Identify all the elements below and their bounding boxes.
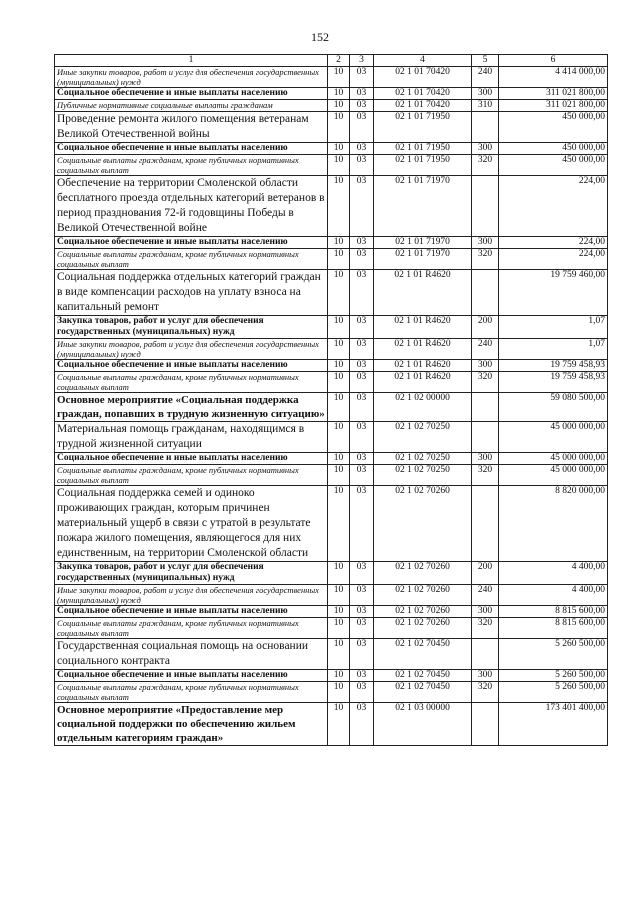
row-name: Закупка товаров, работ и услуг для обеспечения государственных (муниципальных) нужд	[55, 316, 328, 339]
row-target-article: 02 1 02 70250	[374, 422, 472, 453]
row-expense-type: 320	[472, 249, 499, 270]
row-amount: 8 815 600,00	[499, 618, 608, 639]
row-expense-type: 240	[472, 585, 499, 606]
row-expense-type: 300	[472, 88, 499, 100]
row-name: Социальные выплаты гражданам, кроме публичных нормативных социальных выплат	[55, 372, 328, 393]
table-row	[55, 112, 608, 143]
header-cell-expense-type: 5	[472, 55, 499, 67]
row-subsection: 03	[350, 562, 374, 585]
row-amount: 8 815 600,00	[499, 606, 608, 618]
row-expense-type: 300	[472, 670, 499, 682]
row-name: Основное мероприятие «Предоставление мер социальной поддержки по обеспечению жильем отдельным категориям граждан»	[55, 703, 328, 746]
row-expense-type: 300	[472, 143, 499, 155]
row-target-article: 02 1 01 R4620	[374, 270, 472, 316]
row-expense-type: 320	[472, 618, 499, 639]
row-target-article: 02 1 02 70450	[374, 682, 472, 703]
table-row	[55, 670, 608, 682]
row-expense-type	[472, 270, 499, 316]
row-amount: 19 759 460,00	[499, 270, 608, 316]
table-row	[55, 393, 608, 422]
row-amount: 173 401 400,00	[499, 703, 608, 746]
table-row	[55, 372, 608, 393]
row-name: Социальные выплаты гражданам, кроме публичных нормативных социальных выплат	[55, 249, 328, 270]
row-name: Социальное обеспечение и иные выплаты населению	[55, 606, 328, 618]
row-name: Социальное обеспечение и иные выплаты населению	[55, 360, 328, 372]
row-expense-type	[472, 422, 499, 453]
row-expense-type: 240	[472, 67, 499, 88]
table-row	[55, 360, 608, 372]
header-cell-subsection: 3	[350, 55, 374, 67]
row-amount: 19 759 458,93	[499, 372, 608, 393]
row-section: 10	[328, 143, 350, 155]
row-target-article: 02 1 02 70260	[374, 562, 472, 585]
row-subsection: 03	[350, 486, 374, 562]
row-amount: 311 021 800,00	[499, 88, 608, 100]
row-expense-type: 200	[472, 562, 499, 585]
table-row	[55, 422, 608, 453]
row-subsection: 03	[350, 639, 374, 670]
row-expense-type: 320	[472, 372, 499, 393]
row-amount: 450 000,00	[499, 112, 608, 143]
row-expense-type: 300	[472, 237, 499, 249]
row-section: 10	[328, 112, 350, 143]
row-name: Проведение ремонта жилого помещения ветеранам Великой Отечественной войны	[55, 112, 328, 143]
row-target-article: 02 1 02 70260	[374, 618, 472, 639]
row-expense-type	[472, 486, 499, 562]
row-amount: 5 260 500,00	[499, 670, 608, 682]
row-expense-type	[472, 176, 499, 237]
row-amount: 224,00	[499, 249, 608, 270]
row-expense-type	[472, 393, 499, 422]
row-amount: 4 400,00	[499, 585, 608, 606]
row-section: 10	[328, 100, 350, 112]
row-target-article: 02 1 01 70420	[374, 100, 472, 112]
row-name: Социальное обеспечение и иные выплаты населению	[55, 453, 328, 465]
row-name: Социальные выплаты гражданам, кроме публичных нормативных социальных выплат	[55, 465, 328, 486]
row-expense-type	[472, 112, 499, 143]
row-name: Иные закупки товаров, работ и услуг для обеспечения государственных (муниципальных) нужд	[55, 339, 328, 360]
row-target-article: 02 1 01 R4620	[374, 339, 472, 360]
row-amount: 450 000,00	[499, 155, 608, 176]
row-expense-type: 300	[472, 606, 499, 618]
row-section: 10	[328, 339, 350, 360]
row-name: Социальные выплаты гражданам, кроме публичных нормативных социальных выплат	[55, 682, 328, 703]
row-subsection: 03	[350, 703, 374, 746]
table-row	[55, 562, 608, 585]
row-section: 10	[328, 639, 350, 670]
row-amount: 224,00	[499, 176, 608, 237]
row-target-article: 02 1 02 70450	[374, 639, 472, 670]
row-amount: 1,07	[499, 339, 608, 360]
row-amount: 45 000 000,00	[499, 465, 608, 486]
row-subsection: 03	[350, 465, 374, 486]
row-subsection: 03	[350, 100, 374, 112]
row-subsection: 03	[350, 339, 374, 360]
row-name: Государственная социальная помощь на основании социального контракта	[55, 639, 328, 670]
row-section: 10	[328, 316, 350, 339]
row-expense-type	[472, 639, 499, 670]
table-header-row	[55, 55, 608, 67]
row-subsection: 03	[350, 237, 374, 249]
header-cell-target-article: 4	[374, 55, 472, 67]
row-name: Социальные выплаты гражданам, кроме публичных нормативных социальных выплат	[55, 155, 328, 176]
row-expense-type: 200	[472, 316, 499, 339]
row-subsection: 03	[350, 88, 374, 100]
table-row	[55, 88, 608, 100]
row-amount: 4 400,00	[499, 562, 608, 585]
row-target-article: 02 1 01 R4620	[374, 316, 472, 339]
row-target-article: 02 1 01 71950	[374, 143, 472, 155]
table-row	[55, 703, 608, 746]
row-expense-type	[472, 703, 499, 746]
row-section: 10	[328, 585, 350, 606]
row-subsection: 03	[350, 155, 374, 176]
row-target-article: 02 1 01 R4620	[374, 372, 472, 393]
row-section: 10	[328, 393, 350, 422]
row-target-article: 02 1 02 70250	[374, 453, 472, 465]
row-subsection: 03	[350, 112, 374, 143]
row-amount: 1,07	[499, 316, 608, 339]
header-cell-section: 2	[328, 55, 350, 67]
table-row	[55, 270, 608, 316]
row-subsection: 03	[350, 422, 374, 453]
row-target-article: 02 1 01 71970	[374, 237, 472, 249]
row-subsection: 03	[350, 682, 374, 703]
row-name: Социальное обеспечение и иные выплаты населению	[55, 670, 328, 682]
row-target-article: 02 1 02 70260	[374, 606, 472, 618]
row-section: 10	[328, 618, 350, 639]
row-target-article: 02 1 01 70420	[374, 88, 472, 100]
row-subsection: 03	[350, 585, 374, 606]
row-expense-type: 240	[472, 339, 499, 360]
row-subsection: 03	[350, 270, 374, 316]
row-target-article: 02 1 01 71950	[374, 155, 472, 176]
row-target-article: 02 1 02 70260	[374, 585, 472, 606]
row-subsection: 03	[350, 143, 374, 155]
row-subsection: 03	[350, 316, 374, 339]
row-target-article: 02 1 02 70260	[374, 486, 472, 562]
row-expense-type: 300	[472, 360, 499, 372]
row-name: Материальная помощь гражданам, находящимся в трудной жизненной ситуации	[55, 422, 328, 453]
row-name: Обеспечение на территории Смоленской области бесплатного проезда отдельных категорий ветеранов в период празднования 72-й годовщины Победы в Великой Отечественной войне	[55, 176, 328, 237]
row-amount: 59 080 500,00	[499, 393, 608, 422]
row-subsection: 03	[350, 372, 374, 393]
row-section: 10	[328, 88, 350, 100]
row-expense-type: 320	[472, 155, 499, 176]
row-name: Социальная поддержка отдельных категорий граждан в виде компенсации расходов на уплату взноса на капитальный ремонт	[55, 270, 328, 316]
row-section: 10	[328, 453, 350, 465]
row-target-article: 02 1 01 71950	[374, 112, 472, 143]
row-subsection: 03	[350, 67, 374, 88]
table-row	[55, 143, 608, 155]
row-amount: 4 414 000,00	[499, 67, 608, 88]
row-name: Публичные нормативные социальные выплаты гражданам	[55, 100, 328, 112]
row-target-article: 02 1 01 70420	[374, 67, 472, 88]
row-section: 10	[328, 422, 350, 453]
row-target-article: 02 1 01 71970	[374, 176, 472, 237]
row-expense-type: 320	[472, 465, 499, 486]
row-name: Социальное обеспечение и иные выплаты населению	[55, 88, 328, 100]
row-target-article: 02 1 01 R4620	[374, 360, 472, 372]
row-subsection: 03	[350, 393, 374, 422]
row-amount: 45 000 000,00	[499, 422, 608, 453]
row-target-article: 02 1 02 00000	[374, 393, 472, 422]
row-subsection: 03	[350, 618, 374, 639]
row-target-article: 02 1 03 00000	[374, 703, 472, 746]
table-row	[55, 249, 608, 270]
row-amount: 8 820 000,00	[499, 486, 608, 562]
row-section: 10	[328, 360, 350, 372]
row-subsection: 03	[350, 606, 374, 618]
row-target-article: 02 1 02 70450	[374, 670, 472, 682]
row-amount: 19 759 458,93	[499, 360, 608, 372]
row-section: 10	[328, 562, 350, 585]
row-subsection: 03	[350, 360, 374, 372]
row-section: 10	[328, 237, 350, 249]
row-name: Социальная поддержка семей и одиноко проживающих граждан, которым причинен материальный ущерб в связи с утратой в результате пожара жилого помещения, являющегося для них единственным, на территории Смоленской области	[55, 486, 328, 562]
table-row	[55, 453, 608, 465]
row-name: Иные закупки товаров, работ и услуг для обеспечения государственных (муниципальных) нужд	[55, 585, 328, 606]
row-subsection: 03	[350, 670, 374, 682]
table-row	[55, 606, 608, 618]
row-section: 10	[328, 465, 350, 486]
row-section: 10	[328, 703, 350, 746]
row-expense-type: 310	[472, 100, 499, 112]
header-cell-name: 1	[55, 55, 328, 67]
row-name: Иные закупки товаров, работ и услуг для обеспечения государственных (муниципальных) нужд	[55, 67, 328, 88]
table-row	[55, 486, 608, 562]
table-row	[55, 237, 608, 249]
row-name: Закупка товаров, работ и услуг для обеспечения государственных (муниципальных) нужд	[55, 562, 328, 585]
row-name: Социальные выплаты гражданам, кроме публичных нормативных социальных выплат	[55, 618, 328, 639]
row-section: 10	[328, 249, 350, 270]
row-section: 10	[328, 670, 350, 682]
row-section: 10	[328, 682, 350, 703]
row-target-article: 02 1 01 71970	[374, 249, 472, 270]
row-section: 10	[328, 372, 350, 393]
row-section: 10	[328, 176, 350, 237]
row-subsection: 03	[350, 176, 374, 237]
row-amount: 5 260 500,00	[499, 639, 608, 670]
row-section: 10	[328, 486, 350, 562]
row-amount: 450 000,00	[499, 143, 608, 155]
row-section: 10	[328, 606, 350, 618]
table-row	[55, 639, 608, 670]
table-row	[55, 682, 608, 703]
row-amount: 45 000 000,00	[499, 453, 608, 465]
row-section: 10	[328, 270, 350, 316]
table-row	[55, 618, 608, 639]
table-row	[55, 67, 608, 88]
row-amount: 311 021 800,00	[499, 100, 608, 112]
budget-table	[54, 54, 608, 746]
table-row	[55, 155, 608, 176]
table-row	[55, 100, 608, 112]
table-row	[55, 585, 608, 606]
page-number: 152	[311, 30, 329, 44]
row-subsection: 03	[350, 453, 374, 465]
table-row	[55, 316, 608, 339]
row-amount: 224,00	[499, 237, 608, 249]
row-name: Социальное обеспечение и иные выплаты населению	[55, 143, 328, 155]
table-row	[55, 176, 608, 237]
row-section: 10	[328, 155, 350, 176]
row-target-article: 02 1 02 70250	[374, 465, 472, 486]
budget-table-body	[55, 55, 608, 746]
row-amount: 5 260 500,00	[499, 682, 608, 703]
row-expense-type: 300	[472, 453, 499, 465]
header-cell-amount: 6	[499, 55, 608, 67]
table-row	[55, 339, 608, 360]
row-subsection: 03	[350, 249, 374, 270]
row-expense-type: 320	[472, 682, 499, 703]
table-row	[55, 465, 608, 486]
row-section: 10	[328, 67, 350, 88]
row-name: Основное мероприятие «Социальная поддержка граждан, попавших в трудную жизненную ситуацию»	[55, 393, 328, 422]
row-name: Социальное обеспечение и иные выплаты населению	[55, 237, 328, 249]
